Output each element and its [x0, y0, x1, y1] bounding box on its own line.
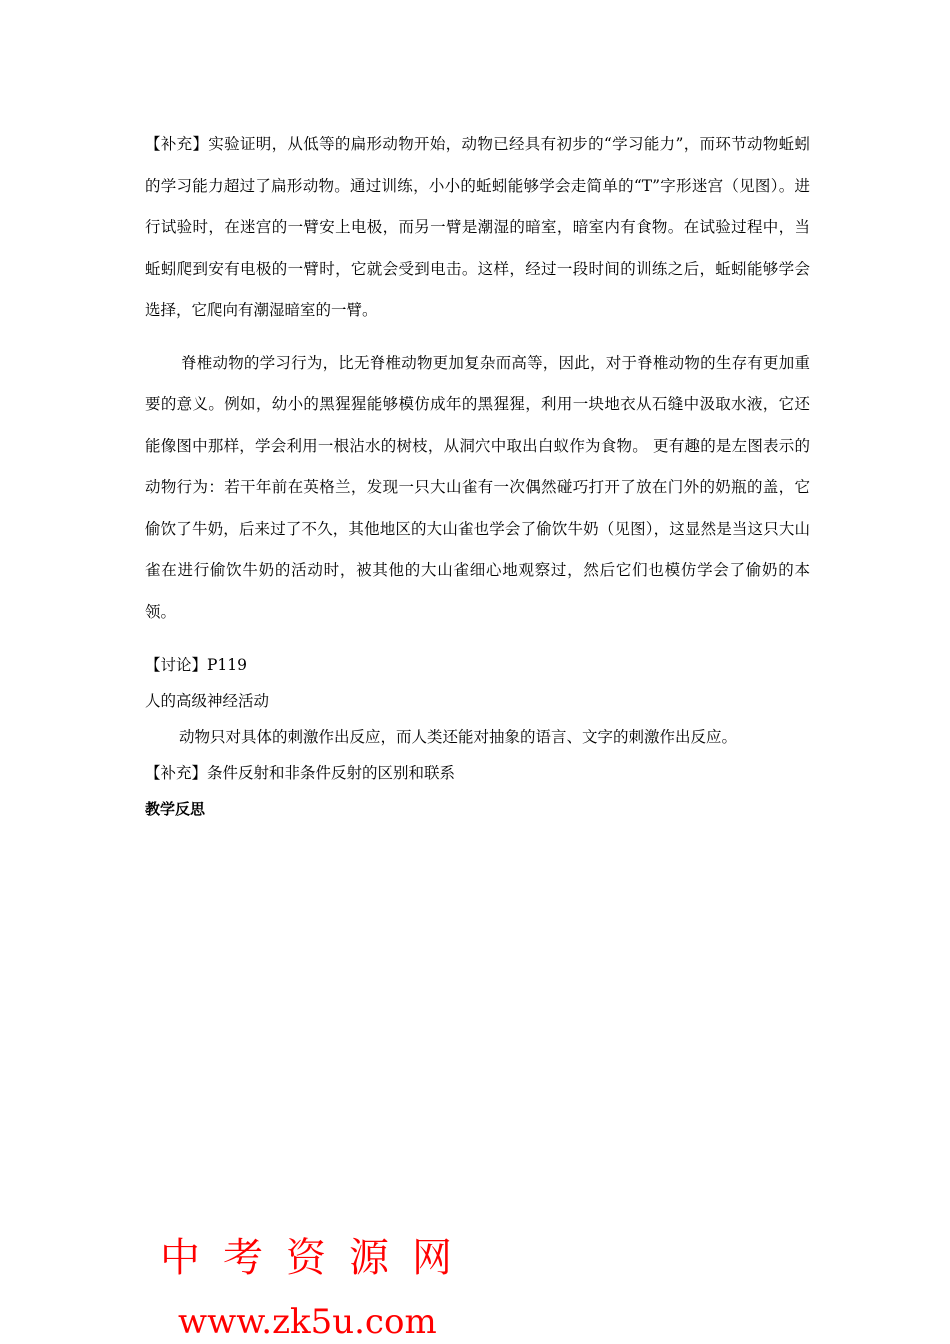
discussion-block	[145, 647, 810, 827]
document-body	[145, 124, 810, 827]
footer-site-url[interactable]: www.zk5u.com	[178, 1302, 437, 1342]
discussion-line: 【讨论】P119	[145, 656, 248, 674]
vertebrate-learning-paragraph: 脊椎动物的学习行为，比无脊椎动物更加复杂而高等，因此，对于脊椎动物的生存有更加重要的意义。例如，幼小的黑猩猩能够模仿成年的黑猩猩，利用一块地衣从石缝中汲取水液，它还能像图中那样，学会利用一根沾水的树枝，从洞穴中取出白蚁作为食物。 更有趣的是左图表示的动物行为：若干年前在英格兰，发现一只大山雀有一次偶然碰巧打开了放在门外的奶瓶的盖，它偷饮了牛奶，后来过了不久，其他地区的大山雀也学会了偷饮牛奶（见图），这显然是当这只大山雀在进行偷饮牛奶的活动时，被其他的大山雀细心地观察过，然后它们也模仿学会了偷奶的本领。	[145, 353, 810, 621]
section-heading: 人的高级神经活动	[145, 692, 270, 710]
reflection-title: 教学反思	[145, 800, 206, 818]
footer-site-name: 中考资源网	[160, 1235, 475, 1281]
supplement-paragraph: 【补充】实验证明，从低等的扁形动物开始，动物已经具有初步的“学习能力”，而环节动物蚯蚓的学习能力超过了扁形动物。通过训练，小小的蚯蚓能够学会走简单的“T”字形迷宫（见图）。进行试验时，在迷宫的一臂安上电极，而另一臂是潮湿的暗室，暗室内有食物。在试验过程中，当蚯蚓爬到安有电极的一臂时，它就会受到电击。这样，经过一段时间的训练之后，蚯蚓能够学会选择，它爬向有潮湿暗室的一臂。	[145, 135, 810, 319]
statement-line: 动物只对具体的刺激作出反应，而人类还能对抽象的语言、文字的刺激作出反应。	[179, 728, 738, 746]
supplement-line: 【补充】条件反射和非条件反射的区别和联系	[145, 764, 456, 782]
